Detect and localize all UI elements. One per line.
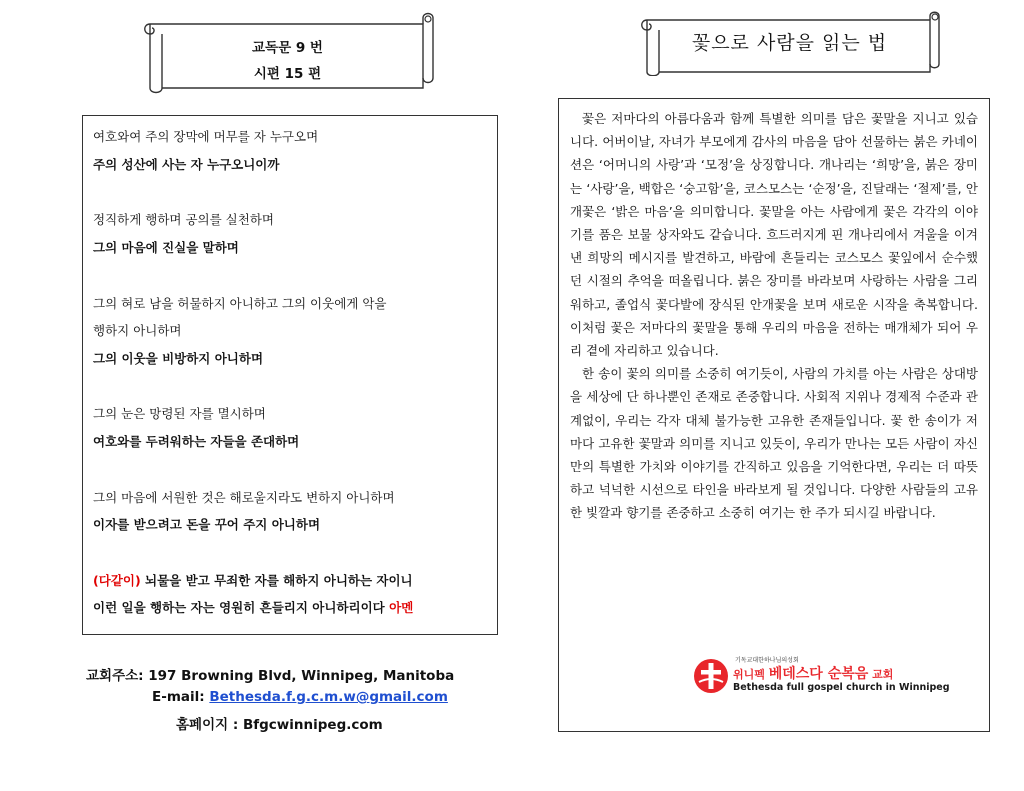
church-address: [86, 664, 454, 684]
email-link[interactable]: Bethesda.f.g.c.m.w@gmail.com: [209, 689, 448, 705]
logo-church-suffix: 교회: [868, 668, 894, 681]
essay-paragraph: 한 송이 꽃의 의미를 소중히 여기듯이, 사람의 가치를 아는 사람은 상대방을 세상에 단 하나뿐인 존재로 존중합니다. 사회적 지위나 경제적 수준과 관계없이, 우리는 각자 대체 불가능한 고유한 존재들입니다. 꽃 한 송이가 저마다 고유한 꽃말과 의미를 지니고 있듯이, 우리가 만나는 모든 사람이 자신만의 특별한 가치와 이야기를 간직하고 있음을 기억한다면, 우리는 더 따뜻하고 넉넉한 시선으로 타인을 바라보게 될 것입니다. 다양한 사람들의 고유한 빛깔과 향기를 존중하고 소중히 여기는 한 주가 되시길 바랍니다.: [570, 366, 978, 521]
homepage-value: Bfgcwinnipeg.com: [242, 717, 383, 733]
logo-small-text: 기독교대한하나님의성회: [735, 657, 799, 664]
psalm-line: 정직하게 행하며 공의를 실천하며: [93, 212, 274, 227]
homepage-label: 홈페이지 :: [176, 717, 243, 733]
logo-church-main: 베데스다 순복음: [768, 666, 869, 682]
psalm-line: 이자를 받으려고 돈을 꾸어 주지 아니하며: [93, 517, 321, 532]
essay-body: [570, 107, 978, 525]
psalm-line: 그의 마음에 진실을 말하며: [93, 240, 239, 255]
logo-english-name: Bethesda full gospel church in Winnipeg: [733, 682, 950, 693]
psalm-line: 그의 마음에 서원한 것은 해로울지라도 변하지 아니하며: [93, 490, 395, 505]
essay-title: 꽃으로 사람을 읽는 법: [691, 32, 888, 54]
church-emblem-icon: [693, 658, 729, 694]
address-label: 교회주소:: [86, 668, 149, 684]
all-together-label: (다같이): [93, 573, 141, 588]
left-scroll-banner: [140, 10, 435, 94]
psalm-final-line-1: [93, 571, 413, 589]
psalm-final-text-1: 뇌물을 받고 무죄한 자를 해하지 아니하는 자이니: [140, 573, 413, 588]
psalm-line: 여호와여 주의 장막에 머무를 자 누구오며: [93, 129, 319, 144]
amen-label: 아멘: [389, 600, 414, 615]
address-value: 197 Browning Blvd, Winnipeg, Manitoba: [148, 668, 455, 684]
essay-box: [558, 98, 990, 732]
email-label: E-mail:: [152, 689, 210, 705]
psalm-reference: 시편 15 편: [253, 66, 322, 82]
logo-city: 위니펙: [733, 668, 769, 681]
psalm-line: 그의 눈은 망령된 자를 멸시하며: [93, 406, 266, 421]
psalm-line: 그의 이웃을 비방하지 아니하며: [93, 351, 264, 366]
logo-korean-name: [733, 663, 893, 683]
right-scroll-banner: [637, 10, 942, 76]
psalm-line: 여호와를 두려워하는 자들을 존대하며: [93, 434, 300, 449]
psalm-line: 그의 혀로 남을 허물하지 아니하고 그의 이웃에게 악을: [93, 296, 387, 311]
psalm-final-text-2: 이런 일을 행하는 자는 영원히 흔들리지 아니하리이다: [93, 600, 390, 615]
essay-paragraph: 꽃은 저마다의 아름다움과 함께 특별한 의미를 담은 꽃말을 지니고 있습니다. 어버이날, 자녀가 부모에게 감사의 마음을 담아 선물하는 붉은 카네이션은 ‘어머니의 사랑’과 ‘모정’을 상징합니다. 개나리는 ‘희망’을, 붉은 장미는 ‘사랑’을, 백합은 ‘숭고함’을, 코스모스는 ‘순정’을, 진달래는 ‘절제’를, 안개꽃은 ‘밝은 마음’을 의미합니다. 꽃말을 아는 사람에게 꽃은 각각의 이야기를 품은 보물 상자와도 같습니다. 흐드러지게 핀 개나리에서 겨울을 이겨낸 희망의 메시지를 발견하고, 바람에 흔들리는 코스모스 꽃잎에서 순수했던 시절의 추억을 떠올립니다. 붉은 장미를 바라보며 사랑하는 사람을 그리워하고, 졸업식 꽃다발에 장식된 안개꽃을 보며 새로운 시작을 축복합니다. 이처럼 꽃은 저마다의 꽃말을 통해 우리의 마음을 전하는 매개체가 되어 우리 곁에 자리하고 있습니다.: [570, 111, 978, 359]
church-email: [152, 689, 448, 705]
psalm-reading-box: [82, 115, 498, 635]
psalm-final-line-2: [93, 598, 413, 616]
responsive-reading-number: 교독문 9 번: [252, 40, 323, 56]
church-homepage: [176, 713, 383, 733]
church-logo: [693, 655, 973, 699]
psalm-line: 행하지 아니하며: [93, 323, 182, 338]
psalm-line: 주의 성산에 사는 자 누구오니이까: [93, 157, 280, 172]
